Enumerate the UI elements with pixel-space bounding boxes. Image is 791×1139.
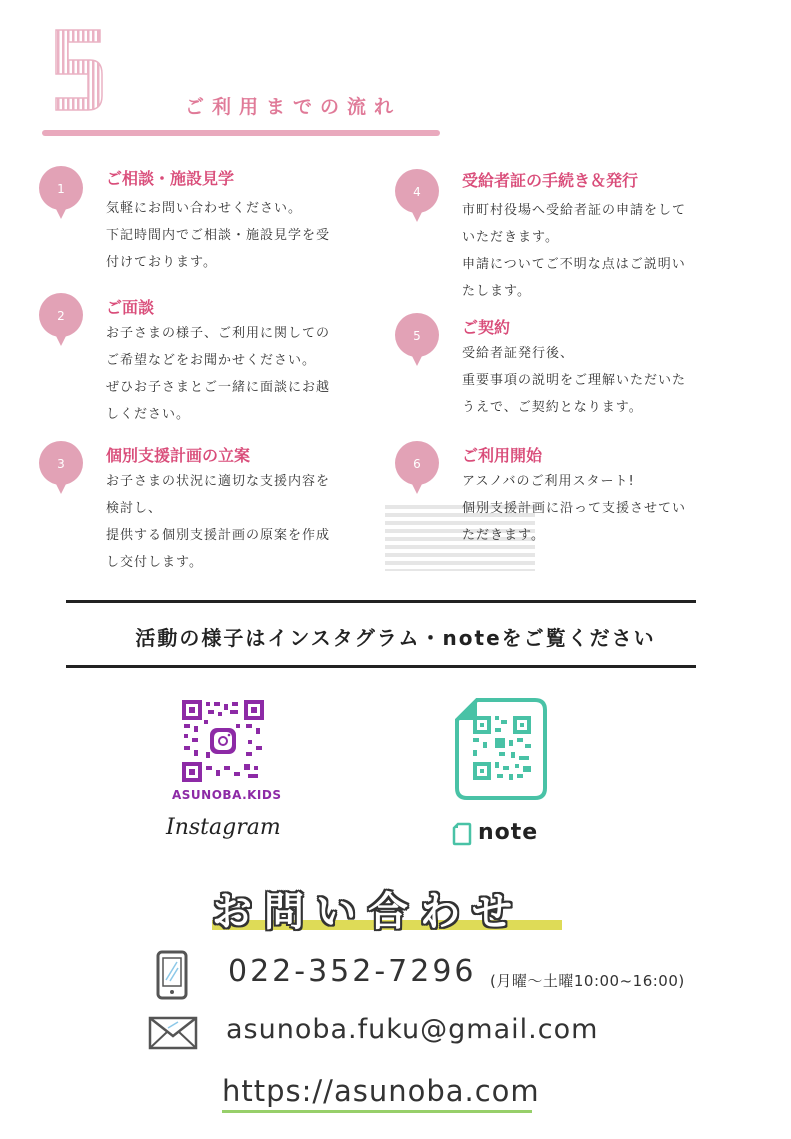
step-title: ご利用開始 xyxy=(462,446,543,465)
step-line: 市町村役場へ受給者証の申請をして xyxy=(462,203,687,218)
step-line: 受給者証発行後、 xyxy=(462,346,575,361)
step-line: お子さまの様子、ご利用に関しての xyxy=(106,326,331,341)
step-title: ご面談 xyxy=(106,298,155,317)
website-underline xyxy=(222,1110,532,1113)
sns-heading: 活動の様子はインスタグラム・noteをご覧ください xyxy=(135,626,656,650)
step-bubble-3 xyxy=(38,440,84,500)
step-title: 個別支援計画の立案 xyxy=(106,446,251,465)
step-line: 提供する個別支援計画の原案を作成 xyxy=(106,528,331,543)
website-link[interactable]: https://asunoba.com xyxy=(222,1074,540,1108)
step-number: 1 xyxy=(57,182,65,196)
note-logo-icon xyxy=(452,822,472,846)
step-number: 4 xyxy=(413,185,421,199)
step-bubble-5 xyxy=(394,312,440,372)
step-title: ご相談・施設見学 xyxy=(106,169,235,188)
step-line: いただきます。 xyxy=(462,230,559,245)
step-number: 3 xyxy=(57,457,65,471)
step-line: ご希望などをお聞かせください。 xyxy=(106,353,317,368)
step-line: アスノバのご利用スタート! xyxy=(462,474,635,489)
step-bubble-1 xyxy=(38,165,84,225)
phone-icon xyxy=(156,950,188,1000)
instagram-wordmark: Instagram xyxy=(166,815,281,840)
step-line: 下記時間内でご相談・施設見学を受 xyxy=(106,228,331,243)
step-line: ただきます。 xyxy=(462,528,545,543)
step-bubble-2 xyxy=(38,292,84,352)
step-number: 5 xyxy=(413,329,421,343)
instagram-handle: ASUNOBA.KIDS xyxy=(172,788,282,802)
step-line: 検討し、 xyxy=(106,501,163,516)
step-body xyxy=(106,320,330,428)
instagram-qr-icon[interactable] xyxy=(182,700,264,782)
email-link[interactable]: asunoba.fuku@gmail.com xyxy=(226,1014,599,1045)
contact-title: お問い合わせ xyxy=(212,889,524,935)
step-line: 個別支援計画に沿って支援させてい xyxy=(462,501,687,516)
step-line: 気軽にお問い合わせください。 xyxy=(106,201,303,216)
step-line: し交付します。 xyxy=(106,555,203,570)
step-number: 2 xyxy=(57,309,65,323)
step-line: 申請についてご不明な点はご説明い xyxy=(462,257,686,272)
note-wordmark: note xyxy=(478,820,539,845)
step-line: 付けております。 xyxy=(106,255,217,270)
step-line: お子さまの状況に適切な支援内容を xyxy=(106,474,331,489)
step-title: ご契約 xyxy=(462,318,511,337)
section-title: ご利用までの流れ xyxy=(185,96,402,118)
step-bubble-6 xyxy=(394,440,440,500)
step-number: 6 xyxy=(413,457,421,471)
step-body xyxy=(106,195,330,276)
step-body xyxy=(462,197,686,305)
step-body xyxy=(106,468,330,576)
mail-icon xyxy=(148,1016,198,1050)
section-underline xyxy=(42,130,440,136)
step-bubble-4 xyxy=(394,168,440,228)
step-title: 受給者証の手続き＆発行 xyxy=(462,171,639,190)
section-number-graphic xyxy=(52,28,104,112)
phone-hours: (月曜〜土曜10:00~16:00) xyxy=(490,972,685,990)
divider-top xyxy=(66,600,696,603)
note-qr-icon[interactable] xyxy=(455,698,547,800)
step-line: 重要事項の説明をご理解いただいた xyxy=(462,373,687,388)
step-body xyxy=(462,468,686,549)
step-line: ぜひお子さまとご一緒に面談にお越 xyxy=(106,380,331,395)
divider-bottom xyxy=(66,665,696,668)
step-line: しください。 xyxy=(106,407,191,422)
phone-number[interactable]: 022-352-7296 xyxy=(228,954,477,989)
step-line: うえで、ご契約となります。 xyxy=(462,400,643,415)
step-line: たします。 xyxy=(462,284,531,299)
step-body xyxy=(462,340,686,421)
